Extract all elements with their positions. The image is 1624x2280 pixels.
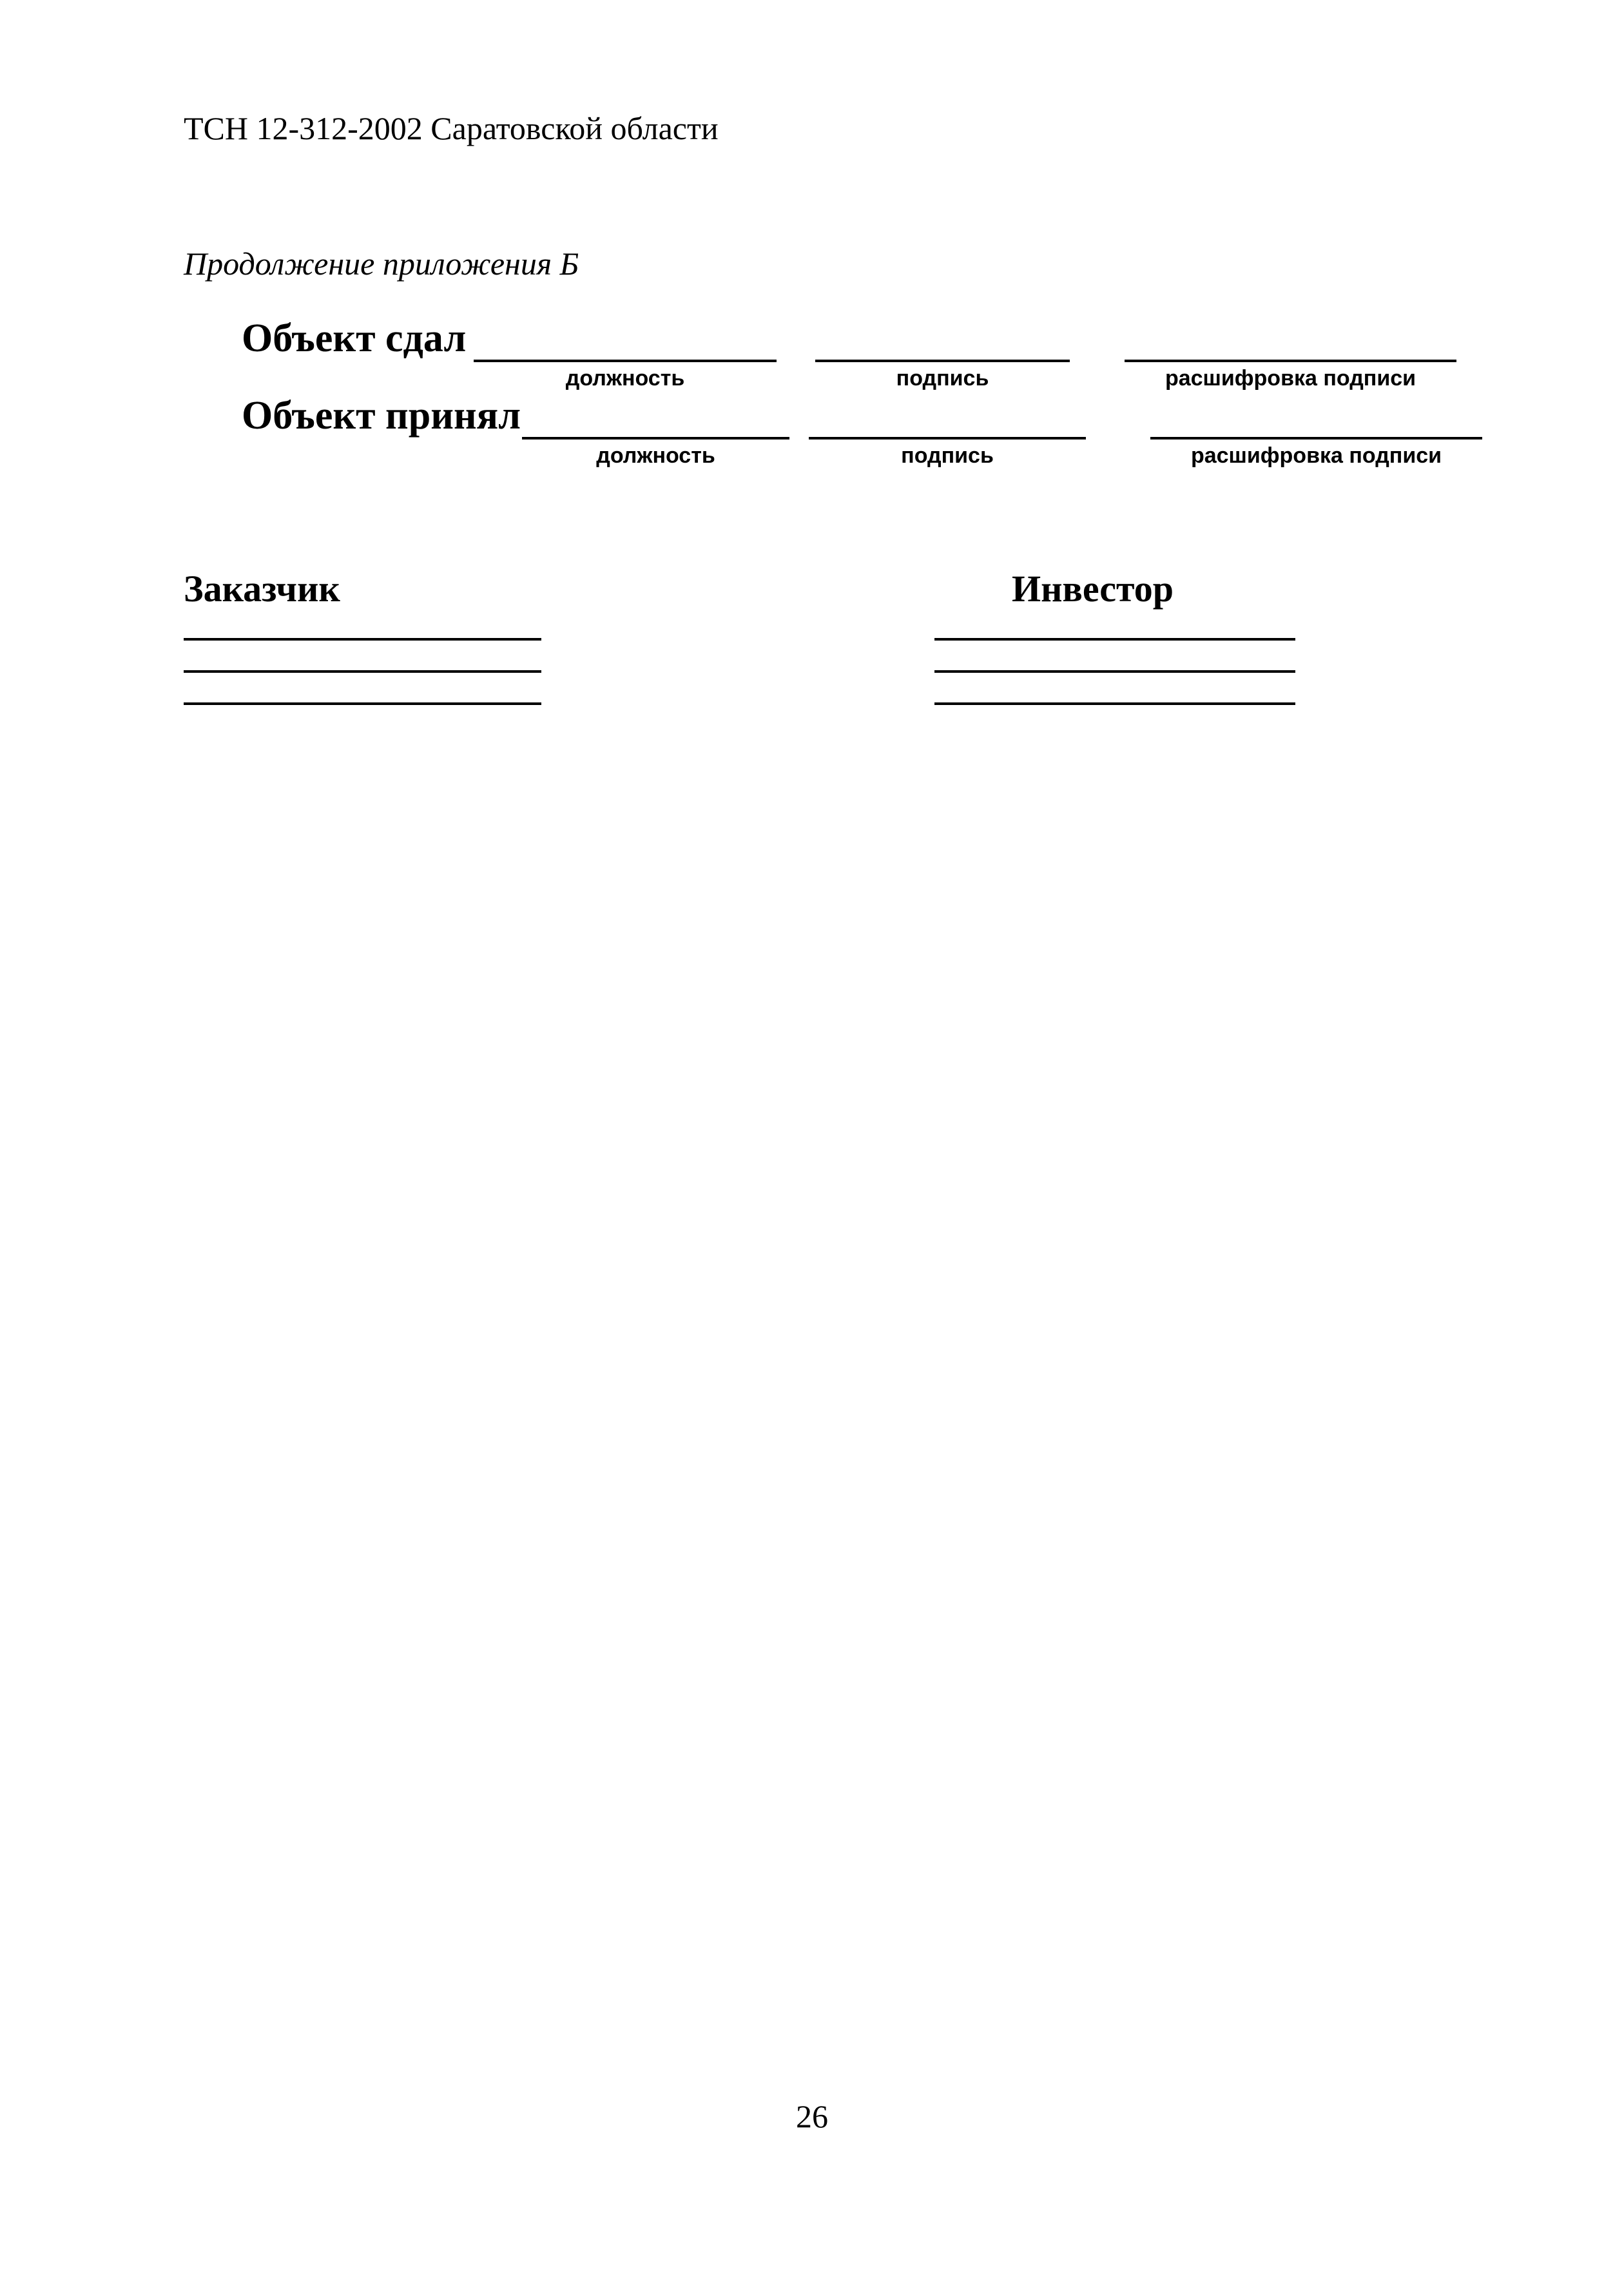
handed-over-label: Объект сдал [242,316,467,360]
position-caption: должность [596,443,715,468]
signature-transcript-caption: расшифровка подписи [1165,366,1416,391]
signature-caption: подпись [896,366,989,391]
investor-line[interactable] [934,702,1295,705]
signature-transcript-caption: расшифровка подписи [1190,443,1442,468]
signature-transcript-line[interactable] [1150,437,1482,440]
signature-line[interactable] [815,360,1070,362]
position-caption: должность [565,366,685,391]
signature-transcript-line[interactable] [1125,360,1456,362]
appendix-continuation-heading: Продолжение приложения Б [184,246,579,282]
position-line[interactable] [474,360,777,362]
signature-line[interactable] [809,437,1086,440]
investor-line[interactable] [934,670,1295,673]
customer-label: Заказчик [184,568,340,610]
signature-caption: подпись [901,443,994,468]
investor-label: Инвестор [1012,568,1174,610]
customer-line[interactable] [184,638,541,641]
document-header-title: ТСН 12-312-2002 Саратовской области [184,110,719,146]
position-line[interactable] [522,437,789,440]
accepted-label: Объект принял [242,394,521,438]
investor-line[interactable] [934,638,1295,641]
customer-line[interactable] [184,702,541,705]
customer-line[interactable] [184,670,541,673]
page-number: 26 [796,2098,828,2134]
